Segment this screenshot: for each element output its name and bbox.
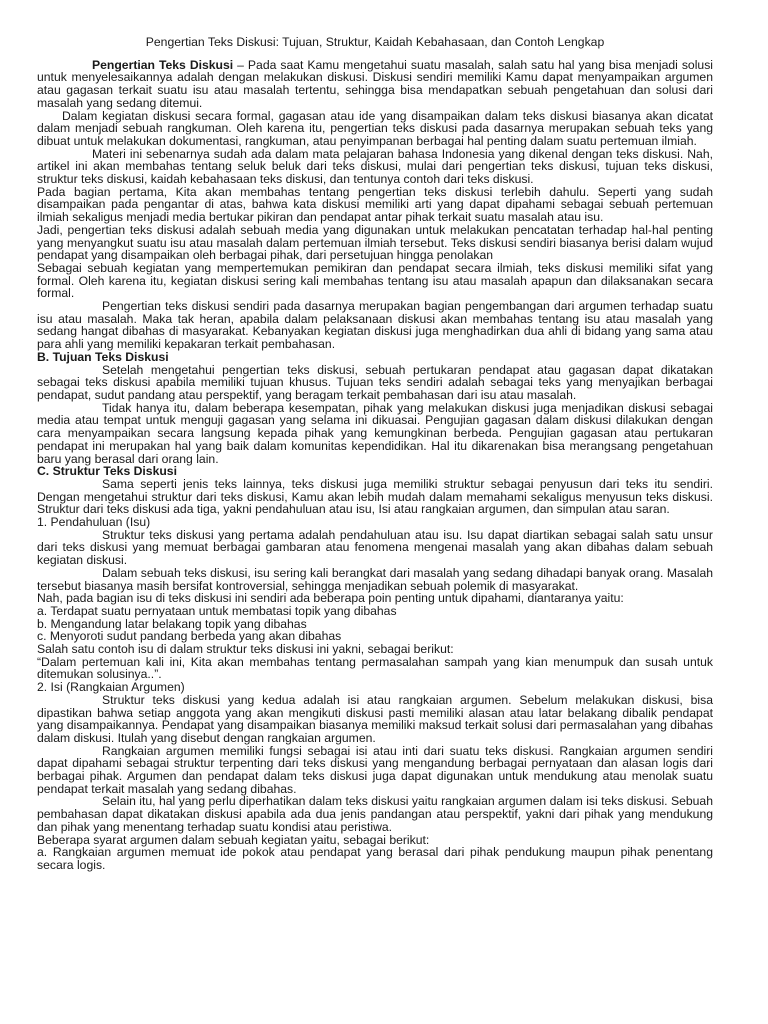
subsection-2-paragraph-5: a. Rangkaian argumen memuat ide pokok atau pendapat yang berasal dari pihak pendukung maupun pihak penentang secara logis. (37, 845, 713, 872)
subsection-1-heading: 1. Pendahuluan (Isu) (37, 515, 151, 530)
intro-text-1: – Pada saat Kamu mengetahui suatu masalah, salah satu hal yang bisa menjadi solusi untuk menyelesaikannya adalah dengan melakukan diskusi. Diskusi sendiri memiliki Kamu dapat menyampaikan argumen atau gagasan terkait suatu isu atau masalah tertentu, sehingga bisa mendapatkan sebuah pengetahuan dan solusi dari masalah yang sedang ditemui. (37, 57, 713, 110)
intro-paragraph-7: Pengertian teks diskusi sendiri pada dasarnya merupakan bagian pengembangan dari argumen terhadap suatu isu atau masalah. Maka tak heran, apabila dalam pelaksanaan diskusi akan membahas tentang isu atau masalah yang sedang hangat dibahas di masyarakat. Kebanyakan kegiatan diskusi juga menghadirkan dua ahli di bidang yang sama atau para ahli yang memiliki kepakaran terkait pembahasan. (37, 299, 713, 352)
section-b-paragraph-2: Tidak hanya itu, dalam beberapa kesempatan, pihak yang melakukan diskusi juga menjadikan diskusi sebagai media atau tempat untuk menguji gagasan yang selama ini dikuasai. Pengujian gagasan dalam diskusi dilakukan dengan cara menyampaikan secara langsung kepada pihak yang kemungkinan berbeda. Pengujian gagasan atau pertukaran pendapat ini merupakan hal yang baik dalam komunitas kependidikan. Hal itu dikarenakan bisa merangsang pengetahuan baru yang berasal dari orang lain. (37, 400, 713, 466)
document-title: Pengertian Teks Diskusi: Tujuan, Struktur, Kaidah Kebahasaan, dan Contoh Lengkap (145, 35, 605, 49)
list-item: a. Terdapat suatu pernyataan untuk membatasi topik yang dibahas (37, 603, 397, 618)
section-c-heading: C. Struktur Teks Diskusi (37, 464, 177, 479)
subsection-1-paragraph-1: Struktur teks diskusi yang pertama adalah pendahuluan atau isu. Isu dapat diartikan sebagai salah satu unsur dari teks diskusi yang memuat berbagai gambaran atau fenomena mengenai masalah yang akan dibahas dalam sebuah kegiatan diskusi. (37, 527, 713, 568)
subsection-2-heading: 2. Isi (Rangkaian Argumen) (37, 680, 185, 695)
subsection-2-paragraph-1: Struktur teks diskusi yang kedua adalah isi atau rangkaian argumen. Sebelum melakukan diskusi, bisa dipastikan bahwa setiap anggota yang akan mengikuti diskusi pasti memiliki alasan atau latar belakang dibalik pendapat yang disampaikannya. Pendapat yang disampaikan biasanya memiliki maksud terkait solusi dari permasalahan yang dibahas dalam diskusi. Itulah yang disebut dengan rangkaian argumen. (37, 692, 713, 745)
intro-paragraph-3: Materi ini sebenarnya sudah ada dalam mata pelajaran bahasa Indonesia yang dikenal dengan teks diskusi. Nah, artikel ini akan membahas tentang seluk beluk dari teks diskusi, mulai dari pengertian teks diskusi, tujuan teks diskusi, struktur teks diskusi, kaidah kebahasaan teks diskusi, dan tentunya contoh dari teks diskusi. (37, 146, 713, 187)
subsection-1-paragraph-3: Nah, pada bagian isu di teks diskusi ini sendiri ada beberapa poin penting untuk dipahami, diantaranya yaitu: (37, 591, 624, 606)
subsection-1-list (37, 605, 713, 643)
list-item: b. Mengandung latar belakang topik yang dibahas (37, 616, 307, 631)
intro-paragraph-2: Dalam kegiatan diskusi secara formal, gagasan atau ide yang disampaikan dalam teks diskusi biasanya akan dicatat dalam menjadi sebuah rangkuman. Oleh karena itu, pengertian teks diskusi pada dasarnya merupakan sebuah teks yang dibuat untuk melakukan dokumentasi, rangkuman, atau penyimpanan berbagai hal penting dalam suatu pertemuan ilmiah. (37, 108, 713, 148)
subsection-2-paragraph-4: Beberapa syarat argumen dalam sebuah kegiatan yaitu, sebagai berikut: (37, 832, 430, 847)
section-b-heading: B. Tujuan Teks Diskusi (37, 349, 169, 364)
intro-lead: Pengertian Teks Diskusi (92, 57, 234, 72)
subsection-2-paragraph-3: Selain itu, hal yang perlu diperhatikan dalam teks diskusi yaitu rangkaian argumen dalam isi teks diskusi. Sebuah pembahasan dapat dikatakan diskusi apabila ada dua jenis pandangan atau perspektif, yakni dari pihak yang mendukung dan pihak yang menentang terhadap suatu kondisi atau peristiwa. (37, 794, 713, 834)
intro-paragraph-4: Pada bagian pertama, Kita akan membahas tentang pengertian teks diskusi terlebih dahulu. Seperti yang sudah disampaikan pada pengantar di atas, bahwa kata diskusi memiliki arti yang dapat dipahami sebagai sebuah pertemuan ilmiah sekaligus menjadi media bertukar pikiran dan pendapat antar pihak terkait suatu masalah atau isu. (37, 184, 713, 225)
subsection-1-paragraph-2: Dalam sebuah teks diskusi, isu sering kali berangkat dari masalah yang sedang dihadapi banyak orang. Masalah tersebut biasanya masih bersifat kontroversial, sehingga menjadikan sebuah polemik di masyarakat. (37, 565, 713, 593)
intro-paragraph-5: Jadi, pengertian teks diskusi adalah sebuah media yang digunakan untuk melakukan pencatatan terhadap hal-hal penting yang menyangkut suatu isu atau masalah dalam pertemuan ilmiah tersebut. Teks diskusi sendiri biasanya berisi dalam wujud pendapat yang disampaikan oleh berbagai pihak, dari persetujuan hingga penolakan (37, 222, 713, 263)
subsection-1-quote: “Dalam pertemuan kali ini, Kita akan membahas tentang permasalahan sampah yang kian menumpuk dan susah untuk ditemukan solusinya..”. (37, 654, 713, 682)
section-c-paragraph-1: Sama seperti jenis teks lainnya, teks diskusi juga memiliki struktur sebagai penyusun dari teks itu sendiri. Dengan mengetahui struktur dari teks diskusi, Kamu akan lebih mudah dalam memahami sekaligus menyusun teks diskusi. Struktur dari teks diskusi ada tiga, yakni pendahuluan atau isu, Isi atau rangkaian argumen, dan simpulan atau saran. (37, 476, 713, 517)
list-item: c. Menyoroti sudut pandang berbeda yang akan dibahas (37, 629, 342, 644)
subsection-1-paragraph-4: Salah satu contoh isu di dalam struktur teks diskusi ini yakni, sebagai berikut: (37, 642, 454, 657)
subsection-2-paragraph-2: Rangkaian argumen memiliki fungsi sebagai isi atau inti dari suatu teks diskusi. Rangkaian argumen sendiri dapat dipahami sebagai struktur terpenting dari teks diskusi yang mengandung berbagai pernyataan dan alasan logis dari berbagai pihak. Argumen dan pendapat dalam teks diskusi juga dapat digunakan untuk mendukung atau menolak suatu pendapat terkait masalah yang sedang dibahas. (37, 743, 713, 796)
intro-paragraph-6: Sebagai sebuah kegiatan yang mempertemukan pemikiran dan pendapat secara ilmiah, teks diskusi memiliki sifat yang formal. Oleh karena itu, kegiatan diskusi sering kali membahas tentang isu atau masalah apapun dan dilaksanakan secara formal. (37, 260, 713, 301)
intro-paragraph-1 (37, 59, 713, 110)
section-b-paragraph-1: Setelah mengetahui pengertian teks diskusi, sebuah pertukaran pendapat atau gagasan dapat dikatakan sebagai teks diskusi apabila memiliki tujuan khusus. Tujuan teks sendiri adalah sebagai teks yang menyajikan berbagai pendapat, sudut pandang atau perspektif, yang beragam terkait pembahasan dari isu atau masalah. (37, 362, 713, 402)
